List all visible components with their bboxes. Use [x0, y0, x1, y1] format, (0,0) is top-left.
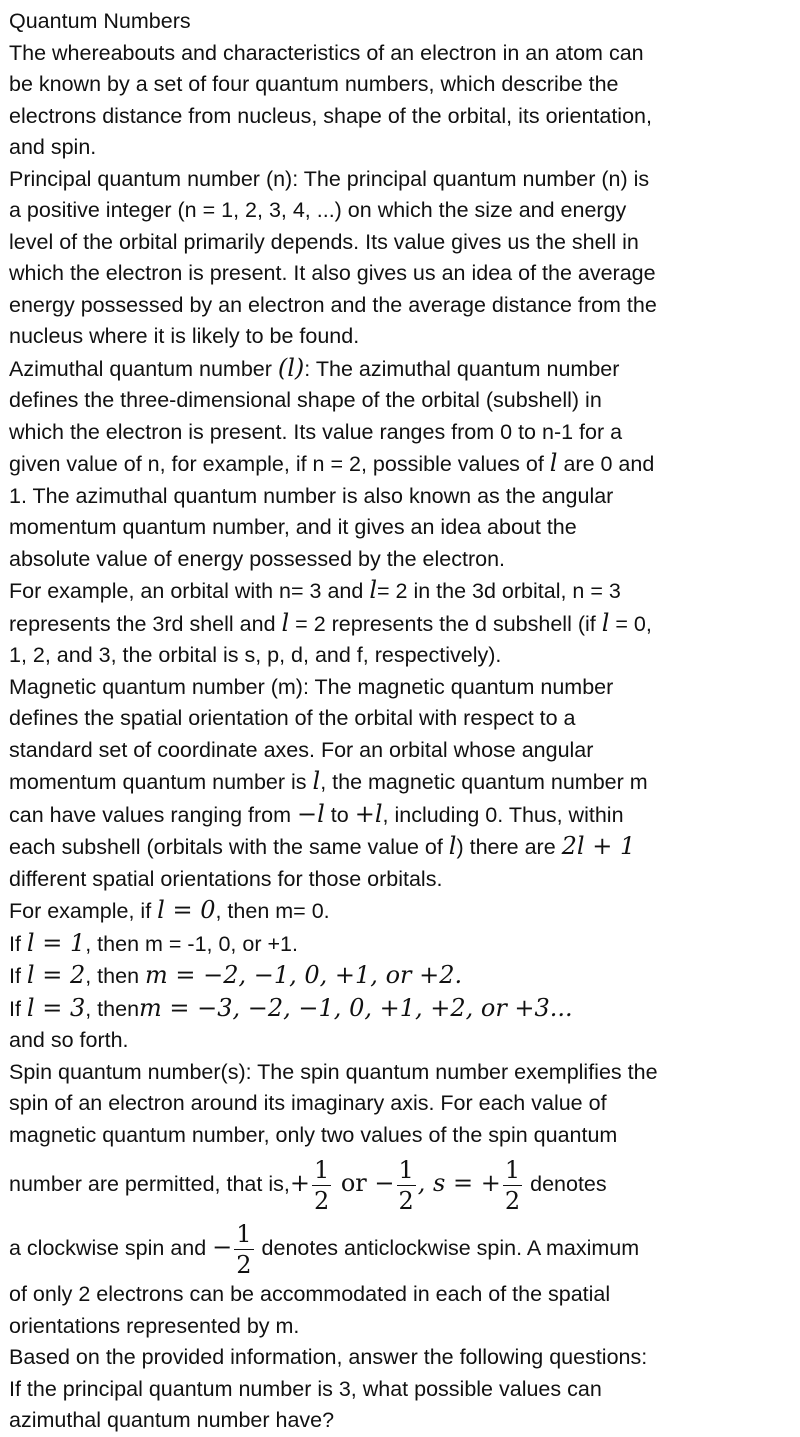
math-expression: l = 2 — [26, 961, 86, 989]
magnetic-line: standard set of coordinate axes. For an orbital whose angular — [9, 737, 594, 762]
math-symbol: +l — [354, 799, 383, 828]
math-symbol: l — [448, 832, 457, 860]
spin-line: spin of an electron around its imaginary axis. For each value of — [9, 1091, 607, 1115]
fraction: $\frac{1}{2}$ — [504, 1155, 521, 1215]
intro-line: The whereabouts and characteristics of an electron in an atom can — [9, 40, 644, 65]
example-line: 1, 2, and 3, the orbital is s, p, d, and f, respectively). — [9, 643, 502, 667]
fraction: $\frac{1}{2}$ — [313, 1155, 330, 1215]
magnetic-line: defines the spatial orientation of the orbital with respect to a — [9, 706, 576, 730]
azimuthal-line: defines the three-dimensional shape of the orbital (subshell) in — [9, 388, 602, 412]
magnetic-line: momentum quantum number is l, the magnetic quantum number m — [9, 767, 648, 795]
azimuthal-line: 1. The azimuthal quantum number is also known as the angular — [9, 483, 614, 508]
intro-line: electrons distance from nucleus, shape of the orbital, its orientation, — [9, 103, 652, 128]
case-line: If l = 2, then m = −2, −1, 0, +1, or +2. — [9, 961, 463, 989]
math-symbol: − — [212, 1233, 233, 1261]
magnetic-line: can have values ranging from −l to +l, including 0. Thus, within — [9, 799, 624, 828]
example-line: represents the 3rd shell and l = 2 represents the d subshell (if l = 0, — [9, 608, 652, 637]
title: Quantum Numbers — [9, 9, 191, 33]
principal-line: energy possessed by an electron and the average distance from the — [9, 292, 657, 317]
math-expression: m = −2, −1, 0, +1, or +2. — [145, 961, 463, 989]
principal-line: nucleus where it is likely to be found. — [9, 324, 360, 348]
math-expression: l = 3 — [26, 993, 86, 1022]
fraction: $\frac{1}{2}$ — [398, 1155, 414, 1215]
principal-line: a positive integer (n = 1, 2, 3, 4, ...) on which the size and energy — [9, 198, 627, 222]
intro-line: be known by a set of four quantum numbers, which describe the — [9, 72, 619, 96]
magnetic-line: each subshell (orbitals with the same value of l) there are 2l + 1 — [9, 832, 636, 860]
spin-line: a clockwise spin and − $\frac{1}{2}$ denotes anticlockwise spin. A maximum — [9, 1219, 640, 1279]
question-line: Based on the provided information, answer the following questions: — [9, 1345, 648, 1369]
spin-line: orientations represented by m. — [9, 1313, 300, 1338]
math-expression: 2l + 1 — [561, 832, 636, 860]
math-symbol: + — [289, 1169, 310, 1197]
math-symbol: l — [549, 449, 558, 477]
spin-line: of only 2 electrons can be accommodated in each of the spatial — [9, 1282, 611, 1306]
azimuthal-line: given value of n, for example, if n = 2, possible values of l are 0 and — [9, 449, 655, 477]
azimuthal-line: absolute value of energy possessed by the electron. — [9, 546, 506, 571]
math-text: or — [333, 1169, 375, 1197]
math-symbol: (l) — [277, 353, 305, 382]
math-symbol: l — [281, 608, 290, 637]
math-symbol: l — [369, 576, 378, 604]
case-line: and so forth. — [9, 1028, 129, 1052]
math-symbol: − — [374, 1169, 395, 1197]
magnetic-line: Magnetic quantum number (m): The magnetic quantum number — [9, 674, 614, 699]
azimuthal-line: Azimuthal quantum number (l): The azimuthal quantum number — [9, 353, 620, 382]
math-expression: , s = + — [417, 1169, 501, 1197]
azimuthal-line: momentum quantum number, and it gives an idea about the — [9, 515, 577, 539]
principal-line: Principal quantum number (n): The principal quantum number (n) is — [9, 166, 650, 191]
example-line: For example, an orbital with n= 3 and l= 2 in the 3d orbital, n = 3 — [9, 576, 621, 604]
spin-line: number are permitted, that is,+ $\frac{1}{2}$ or − $\frac{1}{2}$ , s = + $\frac{1}{2}$ denotes — [9, 1155, 607, 1215]
math-symbol: l — [312, 767, 321, 795]
math-expression: m = −3, −2, −1, 0, +1, +2, or +3... — [139, 993, 573, 1022]
math-expression: l = 1 — [26, 928, 86, 957]
principal-line: level of the orbital primarily depends. Its value gives us the shell in — [9, 229, 639, 254]
fraction: $\frac{1}{2}$ — [236, 1219, 252, 1279]
case-line: If l = 1, then m = -1, 0, or +1. — [9, 928, 298, 957]
magnetic-line: different spatial orientations for those orbitals. — [9, 866, 443, 891]
spin-line: Spin quantum number(s): The spin quantum number exemplifies the — [9, 1059, 658, 1084]
intro-line: and spin. — [9, 135, 97, 159]
principal-line: which the electron is present. It also gives us an idea of the average — [9, 261, 656, 285]
question-line: azimuthal quantum number have? — [9, 1408, 335, 1432]
question-line: If the principal quantum number is 3, what possible values can — [9, 1376, 602, 1401]
spin-line: magnetic quantum number, only two values of the spin quantum — [9, 1122, 618, 1147]
azimuthal-line: which the electron is present. Its value ranges from 0 to n-1 for a — [9, 419, 623, 444]
case-line: For example, if l = 0, then m= 0. — [9, 896, 330, 924]
math-symbol: l — [601, 608, 610, 637]
case-line: If l = 3, thenm = −3, −2, −1, 0, +1, +2, or +3... — [9, 993, 573, 1022]
math-symbol: −l — [297, 799, 325, 828]
math-expression: l = 0 — [157, 896, 216, 924]
